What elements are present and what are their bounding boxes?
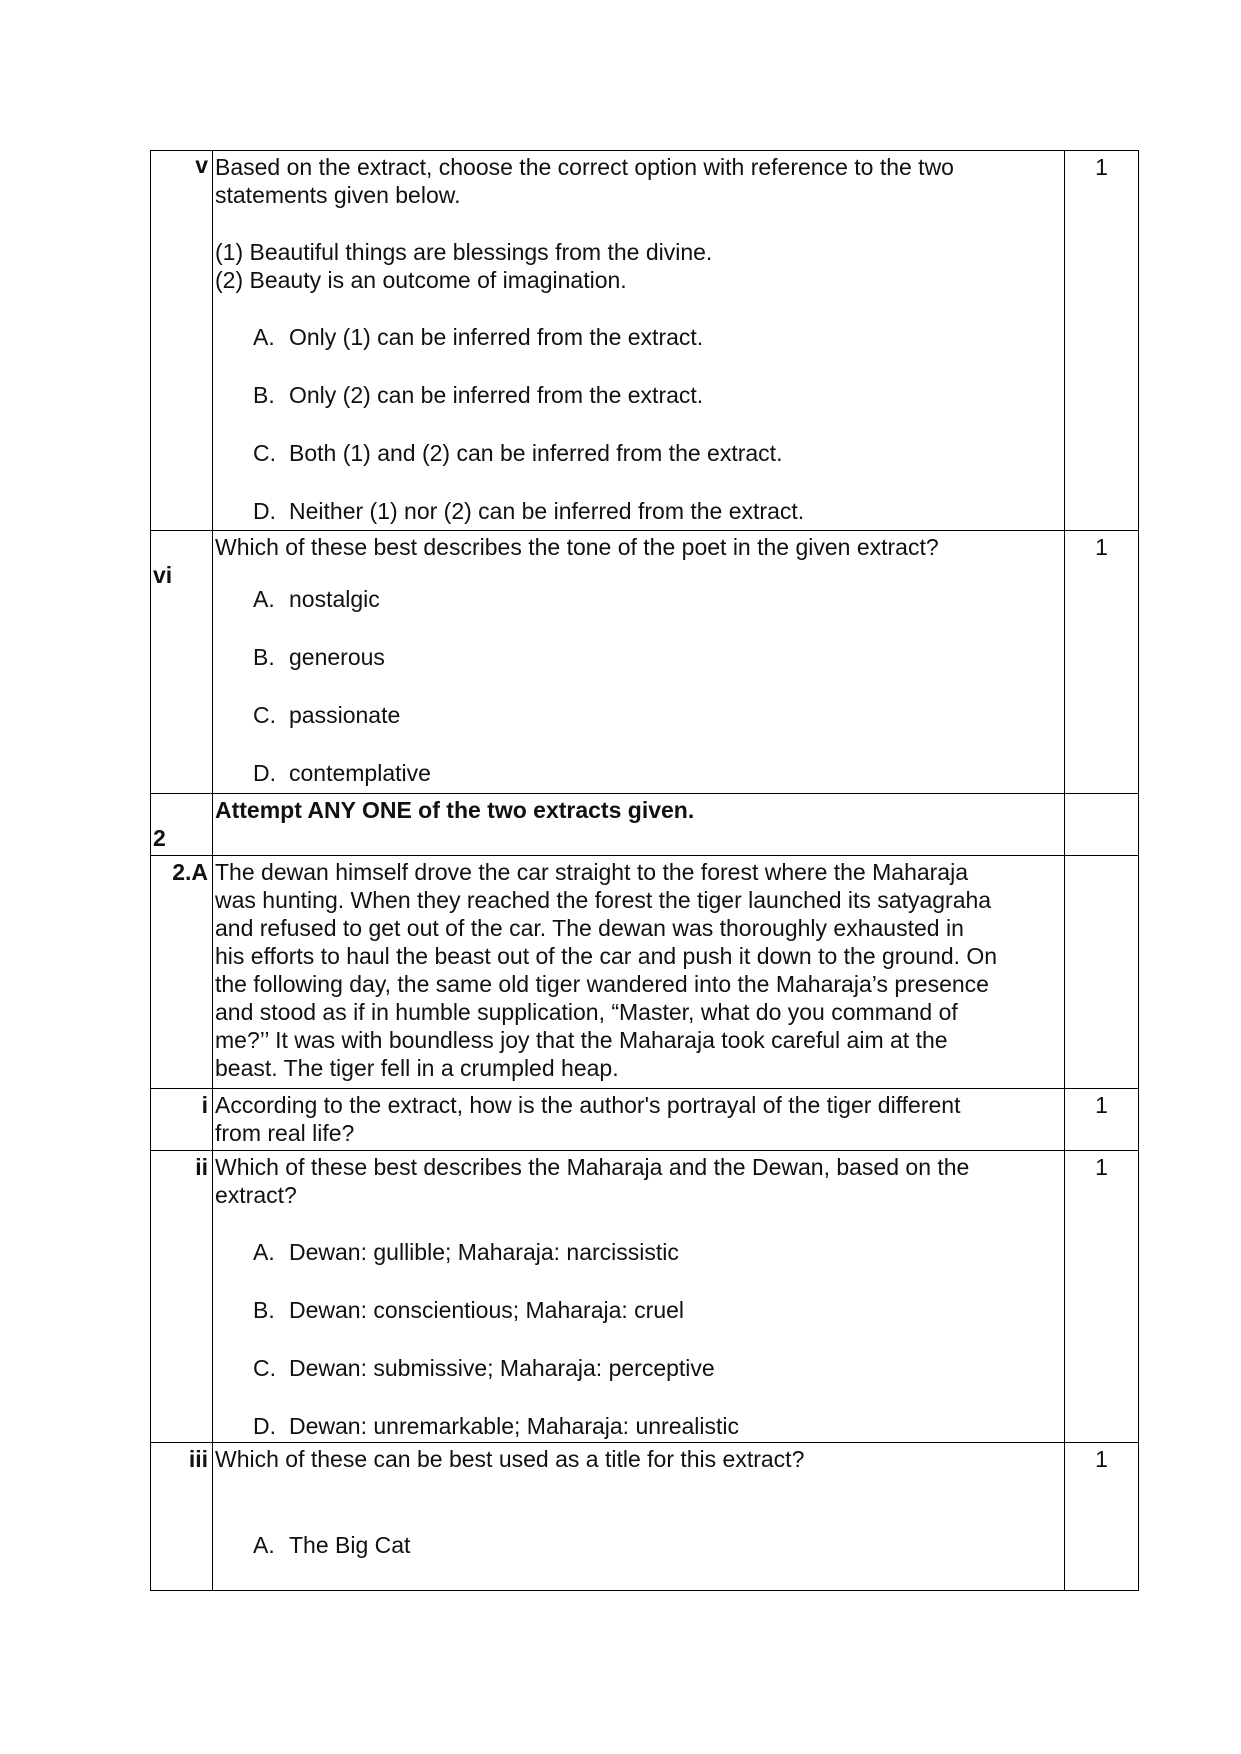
question-body <box>213 1151 1065 1443</box>
statement-2: (2) Beauty is an outcome of imagination. <box>215 267 627 293</box>
option-text: Dewan: conscientious; Maharaja: cruel <box>289 1297 685 1323</box>
option-letter: A. <box>253 1239 275 1265</box>
option-a <box>215 1531 1064 1559</box>
question-stem: from real life? <box>215 1120 355 1146</box>
option-letter: B. <box>253 382 275 408</box>
question-row-2a-i <box>151 1089 1139 1151</box>
option-text: The Big Cat <box>289 1532 411 1558</box>
option-b <box>215 381 1064 409</box>
option-letter: A. <box>253 324 275 350</box>
extract-passage <box>213 856 1065 1089</box>
option-text: Only (2) can be inferred from the extract. <box>289 382 704 408</box>
question-row-vi <box>151 531 1139 794</box>
extract-number <box>151 856 213 1089</box>
question-number <box>151 1089 213 1151</box>
option-text: Only (1) can be inferred from the extract. <box>289 324 704 350</box>
option-text: contemplative <box>289 760 431 786</box>
passage-line: the following day, the same old tiger wandered into the Maharaja’s presence <box>215 971 989 997</box>
option-d <box>215 759 1064 787</box>
option-letter: A. <box>253 586 275 612</box>
question-number <box>151 151 213 531</box>
passage-line: was hunting. When they reached the forest the tiger launched its satyagraha <box>215 887 992 913</box>
passage-line: his efforts to haul the beast out of the car and push it down to the ground. On <box>215 943 998 969</box>
option-c <box>215 1354 1064 1382</box>
option-letter: D. <box>253 1413 276 1439</box>
question-number-label: ii <box>195 1154 208 1180</box>
option-list <box>215 585 1064 787</box>
option-letter: C. <box>253 702 276 728</box>
question-stem: Based on the extract, choose the correct option with reference to the two <box>215 154 954 180</box>
option-b <box>215 1296 1064 1324</box>
passage-line: beast. The tiger fell in a crumpled heap. <box>215 1055 619 1081</box>
statement-1: (1) Beautiful things are blessings from the divine. <box>215 239 713 265</box>
passage-line: The dewan himself drove the car straight to the forest where the Maharaja <box>215 859 969 885</box>
option-c <box>215 701 1064 729</box>
passage-line: and stood as if in humble supplication, “Master, what do you command of <box>215 999 958 1025</box>
section-instruction: Attempt ANY ONE of the two extracts given. <box>213 794 1065 856</box>
question-stem: Which of these best describes the Maharaja and the Dewan, based on the <box>215 1154 970 1180</box>
option-letter: B. <box>253 1297 275 1323</box>
question-row-2a-ii <box>151 1151 1139 1443</box>
question-number-label: i <box>201 1092 208 1118</box>
option-letter: C. <box>253 1355 276 1381</box>
option-a <box>215 323 1064 351</box>
section-row-2 <box>151 794 1139 856</box>
marks-cell: 1 <box>1065 1443 1139 1591</box>
question-number <box>151 1151 213 1443</box>
option-a <box>215 1238 1064 1266</box>
option-text: Neither (1) nor (2) can be inferred from the extract. <box>289 498 805 524</box>
question-table <box>150 150 1139 1591</box>
extract-number-label: 2.A <box>172 859 208 885</box>
marks-cell <box>1065 856 1139 1089</box>
question-number <box>151 1443 213 1591</box>
question-body <box>213 531 1065 794</box>
question-number-label: v <box>195 152 208 178</box>
question-body <box>213 1443 1065 1591</box>
option-letter: A. <box>253 1532 275 1558</box>
option-text: generous <box>289 644 385 670</box>
option-text: passionate <box>289 702 401 728</box>
question-number-label: iii <box>188 1446 208 1472</box>
section-number <box>151 794 213 856</box>
option-text: Dewan: gullible; Maharaja: narcissistic <box>289 1239 679 1265</box>
marks-cell: 1 <box>1065 531 1139 794</box>
question-stem: statements given below. <box>215 182 461 208</box>
option-d <box>215 497 1064 525</box>
extract-row-2a <box>151 856 1139 1089</box>
option-text: Both (1) and (2) can be inferred from the extract. <box>289 440 783 466</box>
question-stem: According to the extract, how is the author's portrayal of the tiger different <box>215 1092 961 1118</box>
option-list <box>215 323 1064 525</box>
question-number-label: vi <box>153 562 173 588</box>
question-body <box>213 1089 1065 1151</box>
option-text: nostalgic <box>289 586 380 612</box>
marks-cell <box>1065 794 1139 856</box>
option-list <box>215 1531 1064 1559</box>
question-stem: extract? <box>215 1182 297 1208</box>
question-number <box>151 531 213 794</box>
option-text: Dewan: submissive; Maharaja: perceptive <box>289 1355 715 1381</box>
question-body <box>213 151 1065 531</box>
question-row-v <box>151 151 1139 531</box>
passage-line: me?’’ It was with boundless joy that the Maharaja took careful aim at the <box>215 1027 948 1053</box>
marks-cell: 1 <box>1065 151 1139 531</box>
option-d <box>215 1412 1064 1440</box>
option-c <box>215 439 1064 467</box>
option-text: Dewan: unremarkable; Maharaja: unrealistic <box>289 1413 739 1439</box>
option-letter: D. <box>253 498 276 524</box>
option-a <box>215 585 1064 613</box>
marks-cell: 1 <box>1065 1151 1139 1443</box>
question-stem: Which of these can be best used as a title for this extract? <box>215 1446 805 1472</box>
question-stem: Which of these best describes the tone of the poet in the given extract? <box>215 534 939 560</box>
option-list <box>215 1238 1064 1440</box>
option-b <box>215 643 1064 671</box>
passage-line: and refused to get out of the car. The dewan was thoroughly exhausted in <box>215 915 964 941</box>
question-row-2a-iii <box>151 1443 1139 1591</box>
marks-cell: 1 <box>1065 1089 1139 1151</box>
option-letter: D. <box>253 760 276 786</box>
section-number-label: 2 <box>153 825 166 851</box>
option-letter: B. <box>253 644 275 670</box>
option-letter: C. <box>253 440 276 466</box>
